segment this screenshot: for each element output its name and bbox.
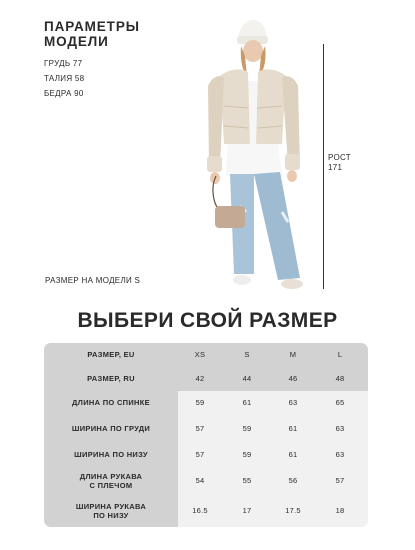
size-on-model: РАЗМЕР НА МОДЕЛИ S <box>45 276 141 285</box>
table-cell: 17.5 <box>285 506 301 515</box>
table-cell: 16.5 <box>192 506 208 515</box>
row-label: РАЗМЕР, EU <box>87 350 135 359</box>
model-photo <box>196 16 318 296</box>
table-cell: 57 <box>335 476 345 485</box>
table-cell: S <box>244 350 250 359</box>
table-cell: 57 <box>195 424 205 433</box>
row-label-line1: ШИРИНА РУКАВА <box>75 502 147 511</box>
table-cell: 56 <box>288 476 298 485</box>
size-table <box>44 343 368 527</box>
height-label-text: РОСТ <box>328 153 351 162</box>
table-cell: 54 <box>195 476 205 485</box>
table-cell: 42 <box>195 374 205 383</box>
height-label <box>328 153 351 173</box>
model-params-title-line1: ПАРАМЕТРЫ <box>44 19 140 34</box>
table-cell: L <box>337 350 343 359</box>
table-cell: 55 <box>242 476 252 485</box>
row-label: РАЗМЕР, RU <box>87 374 135 383</box>
table-cell: 59 <box>195 398 205 407</box>
table-cell: 59 <box>242 450 252 459</box>
row-label <box>44 502 178 520</box>
height-ruler-line <box>323 44 324 289</box>
table-cell: 65 <box>335 398 345 407</box>
table-cell: 61 <box>288 450 298 459</box>
row-label <box>44 472 178 490</box>
row-label-line2: С ПЛЕЧОМ <box>89 481 133 490</box>
table-cell: 48 <box>335 374 345 383</box>
table-cell: 57 <box>195 450 205 459</box>
table-cell: 61 <box>288 424 298 433</box>
height-value: 171 <box>328 163 343 172</box>
hips-measure: БЕДРА 90 <box>44 89 84 98</box>
table-cell: 44 <box>242 374 252 383</box>
table-cell: 46 <box>288 374 298 383</box>
model-measures <box>44 56 184 101</box>
table-cell: 63 <box>335 450 345 459</box>
row-label: ШИРИНА ПО НИЗУ <box>74 450 148 459</box>
waist-measure: ТАЛИЯ 58 <box>44 74 85 83</box>
row-label-line1: ДЛИНА РУКАВА <box>79 472 143 481</box>
size-chart-title: ВЫБЕРИ СВОЙ РАЗМЕР <box>77 309 338 332</box>
table-cell: 59 <box>242 424 252 433</box>
model-params-block <box>44 19 184 101</box>
row-label: ШИРИНА ПО ГРУДИ <box>71 424 151 433</box>
table-cell: 17 <box>242 506 252 515</box>
table-cell: 63 <box>335 424 345 433</box>
table-cell: 61 <box>242 398 252 407</box>
model-params-title-line2: МОДЕЛИ <box>44 34 109 49</box>
table-cell: 63 <box>288 398 298 407</box>
table-cell: XS <box>194 350 206 359</box>
table-cell: 18 <box>335 506 345 515</box>
model-params-title <box>44 19 184 49</box>
row-label: ДЛИНА ПО СПИНКЕ <box>72 398 150 407</box>
row-label-line2: ПО НИЗУ <box>93 511 129 520</box>
table-cell: M <box>289 350 297 359</box>
chest-measure: ГРУДЬ 77 <box>44 59 83 68</box>
